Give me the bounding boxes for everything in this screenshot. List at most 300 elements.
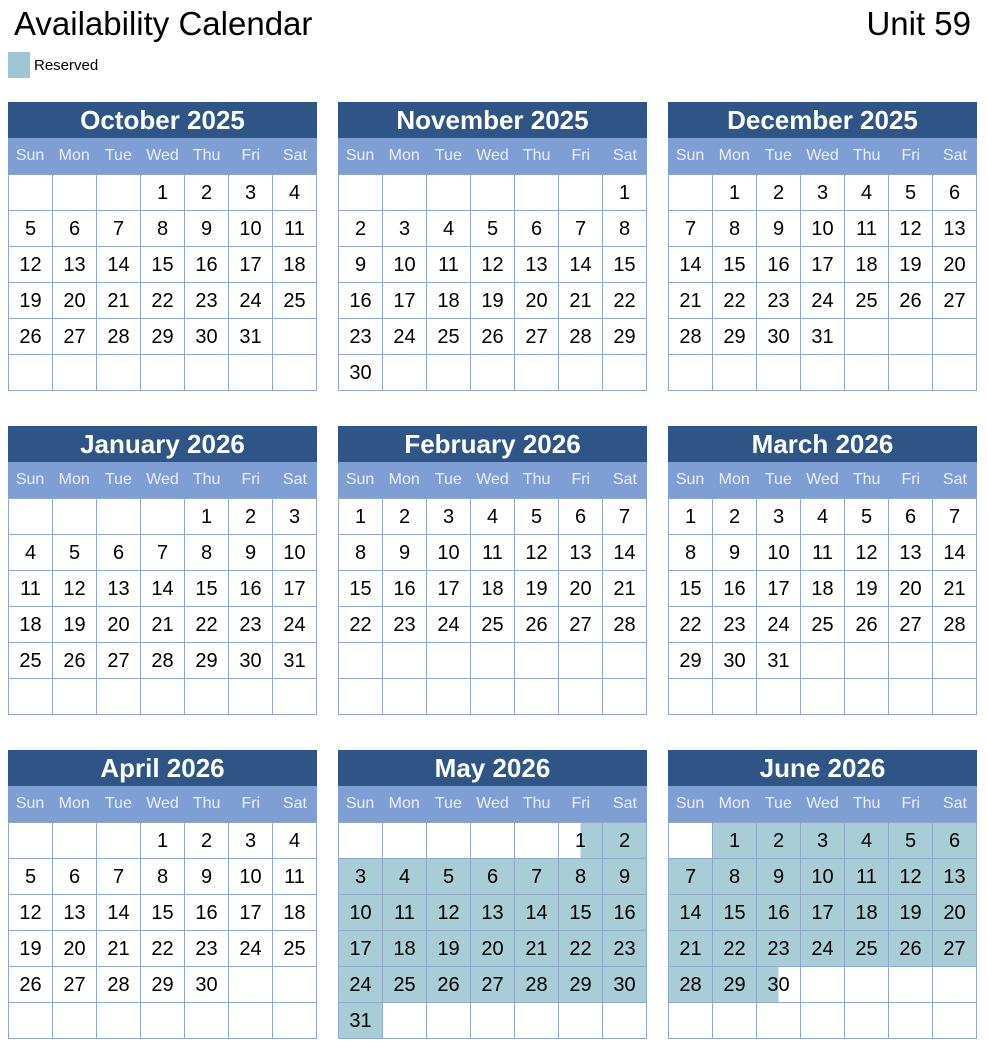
- month-calendar: [338, 750, 647, 1039]
- empty-day-cell: [713, 679, 757, 715]
- day-grid: [8, 822, 317, 1039]
- month-calendar: [668, 426, 977, 715]
- day-cell: 14: [669, 895, 713, 931]
- day-cell: 22: [141, 931, 185, 967]
- day-cell: 15: [141, 247, 185, 283]
- weekday-label: Sun: [345, 471, 375, 488]
- day-cell: 22: [559, 931, 603, 967]
- day-cell: 15: [339, 571, 383, 607]
- day-cell: 7: [603, 499, 647, 535]
- weekday-label: Thu: [192, 147, 221, 164]
- day-cell: 19: [9, 283, 53, 319]
- empty-day-cell: [229, 1003, 273, 1039]
- day-cell: 24: [757, 607, 801, 643]
- day-cell: 16: [383, 571, 427, 607]
- empty-day-cell: [427, 823, 471, 859]
- day-cell: 9: [757, 859, 801, 895]
- weekday-label: Fri: [571, 471, 591, 488]
- day-cell: 29: [559, 967, 603, 1003]
- day-cell: 19: [471, 283, 515, 319]
- day-cell: 21: [141, 607, 185, 643]
- day-cell: 20: [53, 931, 97, 967]
- empty-day-cell: [559, 679, 603, 715]
- empty-day-cell: [383, 355, 427, 391]
- day-cell: 4: [845, 823, 889, 859]
- day-cell: 27: [933, 283, 977, 319]
- weekday-label: Tue: [434, 147, 462, 164]
- day-cell: 4: [273, 823, 317, 859]
- day-cell: 3: [427, 499, 471, 535]
- day-cell: 10: [427, 535, 471, 571]
- day-cell: 18: [845, 895, 889, 931]
- day-cell: 12: [515, 535, 559, 571]
- day-cell: 15: [185, 571, 229, 607]
- empty-day-cell: [933, 1003, 977, 1039]
- day-grid: [8, 174, 317, 391]
- day-cell: 16: [757, 247, 801, 283]
- day-cell: 7: [97, 211, 141, 247]
- empty-day-cell: [603, 1003, 647, 1039]
- day-cell: 20: [515, 283, 559, 319]
- day-cell: 17: [801, 247, 845, 283]
- day-cell: 2: [229, 499, 273, 535]
- empty-day-cell: [845, 643, 889, 679]
- day-cell: 13: [471, 895, 515, 931]
- day-cell: 27: [53, 319, 97, 355]
- month-calendar: [338, 102, 647, 391]
- day-cell: 10: [273, 535, 317, 571]
- day-cell: 6: [889, 499, 933, 535]
- day-cell: 14: [603, 535, 647, 571]
- weekday-header-row: [8, 138, 317, 174]
- weekday-label: Wed: [806, 147, 839, 164]
- empty-day-cell: [383, 643, 427, 679]
- day-cell: 10: [339, 895, 383, 931]
- day-cell: 25: [427, 319, 471, 355]
- day-cell: 16: [603, 895, 647, 931]
- empty-day-cell: [757, 355, 801, 391]
- day-cell: 19: [427, 931, 471, 967]
- day-cell: 14: [97, 247, 141, 283]
- empty-day-cell: [845, 355, 889, 391]
- empty-day-cell: [603, 643, 647, 679]
- weekday-label: Fri: [571, 147, 591, 164]
- empty-day-cell: [53, 823, 97, 859]
- empty-day-cell: [515, 679, 559, 715]
- day-cell: 26: [845, 607, 889, 643]
- reserved-swatch: [8, 52, 30, 78]
- day-cell: 28: [669, 319, 713, 355]
- day-cell: 15: [603, 247, 647, 283]
- empty-day-cell: [97, 679, 141, 715]
- day-cell: 7: [933, 499, 977, 535]
- day-cell: 31: [229, 319, 273, 355]
- day-cell: 12: [9, 895, 53, 931]
- day-cell: 28: [603, 607, 647, 643]
- day-grid: [338, 822, 647, 1039]
- day-cell: 3: [229, 175, 273, 211]
- day-cell: 25: [273, 283, 317, 319]
- day-cell: 9: [185, 211, 229, 247]
- day-cell: 11: [383, 895, 427, 931]
- day-cell: 17: [801, 895, 845, 931]
- day-cell: 6: [471, 859, 515, 895]
- weekday-label: Fri: [241, 471, 261, 488]
- day-cell: 8: [603, 211, 647, 247]
- empty-day-cell: [427, 355, 471, 391]
- empty-day-cell: [9, 175, 53, 211]
- day-cell: 21: [933, 571, 977, 607]
- day-cell: 6: [559, 499, 603, 535]
- day-cell: 31: [757, 643, 801, 679]
- day-cell: 31: [339, 1003, 383, 1039]
- day-cell: 13: [889, 535, 933, 571]
- day-cell: 18: [273, 247, 317, 283]
- empty-day-cell: [845, 1003, 889, 1039]
- empty-day-cell: [603, 679, 647, 715]
- empty-day-cell: [339, 643, 383, 679]
- day-cell: 21: [559, 283, 603, 319]
- day-cell: 2: [757, 823, 801, 859]
- day-cell: 25: [383, 967, 427, 1003]
- day-cell: 11: [845, 211, 889, 247]
- day-cell: 5: [889, 823, 933, 859]
- day-grid: [338, 498, 647, 715]
- empty-day-cell: [53, 1003, 97, 1039]
- day-cell: 26: [9, 319, 53, 355]
- empty-day-cell: [229, 355, 273, 391]
- day-cell: 30: [757, 319, 801, 355]
- day-cell: 3: [801, 175, 845, 211]
- day-cell: 19: [53, 607, 97, 643]
- day-cell: 8: [185, 535, 229, 571]
- empty-day-cell: [427, 175, 471, 211]
- empty-day-cell: [471, 175, 515, 211]
- empty-day-cell: [845, 319, 889, 355]
- day-cell: 28: [933, 607, 977, 643]
- weekday-label: Thu: [852, 795, 881, 812]
- legend-label: Reserved: [34, 56, 99, 74]
- day-cell: 26: [53, 643, 97, 679]
- weekday-header-row: [668, 786, 977, 822]
- empty-day-cell: [889, 643, 933, 679]
- day-cell: 23: [339, 319, 383, 355]
- day-cell: 7: [669, 211, 713, 247]
- day-cell: 18: [273, 895, 317, 931]
- weekday-label: Thu: [522, 471, 551, 488]
- day-cell: 19: [515, 571, 559, 607]
- day-cell: 27: [933, 931, 977, 967]
- empty-day-cell: [845, 967, 889, 1003]
- empty-day-cell: [383, 1003, 427, 1039]
- empty-day-cell: [229, 967, 273, 1003]
- day-cell: 6: [53, 859, 97, 895]
- day-cell: 3: [273, 499, 317, 535]
- day-cell: 9: [339, 247, 383, 283]
- day-cell: 13: [53, 895, 97, 931]
- day-cell: 6: [97, 535, 141, 571]
- empty-day-cell: [889, 1003, 933, 1039]
- empty-day-cell: [933, 355, 977, 391]
- day-cell: 12: [9, 247, 53, 283]
- weekday-header-row: [668, 138, 977, 174]
- day-cell: 2: [383, 499, 427, 535]
- day-cell: 22: [339, 607, 383, 643]
- weekday-label: Mon: [388, 795, 420, 812]
- weekday-label: Tue: [104, 147, 132, 164]
- empty-day-cell: [559, 1003, 603, 1039]
- day-cell: 27: [53, 967, 97, 1003]
- weekday-label: Sun: [675, 795, 705, 812]
- empty-day-cell: [559, 175, 603, 211]
- day-cell: 1: [185, 499, 229, 535]
- weekday-label: Wed: [476, 471, 509, 488]
- day-cell: 16: [339, 283, 383, 319]
- empty-day-cell: [889, 319, 933, 355]
- day-cell: 21: [669, 283, 713, 319]
- empty-day-cell: [801, 679, 845, 715]
- day-cell: 29: [603, 319, 647, 355]
- day-cell: 1: [669, 499, 713, 535]
- day-cell: 11: [845, 859, 889, 895]
- weekday-label: Fri: [241, 147, 261, 164]
- empty-day-cell: [53, 679, 97, 715]
- day-cell: 29: [713, 967, 757, 1003]
- day-cell: 24: [339, 967, 383, 1003]
- weekday-label: Thu: [522, 147, 551, 164]
- weekday-label: Wed: [806, 471, 839, 488]
- day-cell: 22: [669, 607, 713, 643]
- weekday-label: Mon: [58, 147, 90, 164]
- day-cell: 11: [801, 535, 845, 571]
- day-cell: 23: [713, 607, 757, 643]
- day-cell: 1: [713, 175, 757, 211]
- unit-label: Unit 59: [866, 5, 971, 42]
- weekday-label: Wed: [806, 795, 839, 812]
- weekday-label: Wed: [146, 795, 179, 812]
- day-cell: 26: [889, 931, 933, 967]
- weekday-label: Wed: [146, 147, 179, 164]
- empty-day-cell: [515, 643, 559, 679]
- day-cell: 2: [713, 499, 757, 535]
- empty-day-cell: [97, 499, 141, 535]
- month-title: March 2026: [668, 426, 977, 462]
- day-cell: 27: [889, 607, 933, 643]
- empty-day-cell: [889, 679, 933, 715]
- day-cell: 8: [713, 859, 757, 895]
- day-cell: 13: [53, 247, 97, 283]
- day-cell: 10: [757, 535, 801, 571]
- day-cell: 15: [559, 895, 603, 931]
- day-grid: [338, 174, 647, 391]
- day-cell: 20: [933, 247, 977, 283]
- weekday-header-row: [8, 462, 317, 498]
- day-cell: 16: [185, 895, 229, 931]
- day-cell: 25: [9, 643, 53, 679]
- page-title: Availability Calendar: [14, 5, 313, 42]
- month-title: April 2026: [8, 750, 317, 786]
- empty-day-cell: [185, 679, 229, 715]
- weekday-label: Tue: [764, 147, 792, 164]
- day-cell: 1: [141, 175, 185, 211]
- day-cell: 8: [559, 859, 603, 895]
- day-cell: 5: [427, 859, 471, 895]
- day-cell: 8: [141, 211, 185, 247]
- day-cell: 7: [141, 535, 185, 571]
- weekday-label: Thu: [522, 795, 551, 812]
- day-cell: 4: [383, 859, 427, 895]
- day-cell: 18: [471, 571, 515, 607]
- day-cell: 18: [427, 283, 471, 319]
- weekday-label: Sat: [942, 795, 967, 812]
- weekday-label: Sun: [345, 147, 375, 164]
- day-cell: 20: [933, 895, 977, 931]
- day-cell: 19: [889, 247, 933, 283]
- day-cell: 15: [713, 247, 757, 283]
- empty-day-cell: [713, 1003, 757, 1039]
- weekday-label: Wed: [476, 147, 509, 164]
- day-cell: 14: [97, 895, 141, 931]
- day-cell: 30: [603, 967, 647, 1003]
- day-cell: 24: [383, 319, 427, 355]
- day-cell: 7: [515, 859, 559, 895]
- empty-day-cell: [713, 355, 757, 391]
- day-cell: 5: [9, 211, 53, 247]
- weekday-label: Thu: [852, 147, 881, 164]
- empty-day-cell: [669, 355, 713, 391]
- day-cell: 25: [801, 607, 845, 643]
- day-cell: 3: [229, 823, 273, 859]
- day-cell: 14: [141, 571, 185, 607]
- day-cell: 26: [471, 319, 515, 355]
- weekday-label: Tue: [434, 471, 462, 488]
- empty-day-cell: [141, 1003, 185, 1039]
- day-cell: 23: [383, 607, 427, 643]
- weekday-label: Mon: [58, 795, 90, 812]
- day-cell: 6: [515, 211, 559, 247]
- day-cell: 5: [845, 499, 889, 535]
- day-cell: 22: [713, 931, 757, 967]
- day-grid: [668, 822, 977, 1039]
- day-cell: 17: [229, 247, 273, 283]
- day-cell: 4: [471, 499, 515, 535]
- day-cell: 2: [185, 823, 229, 859]
- day-cell: 26: [515, 607, 559, 643]
- day-cell: 24: [801, 931, 845, 967]
- empty-day-cell: [471, 355, 515, 391]
- empty-day-cell: [471, 679, 515, 715]
- weekday-label: Sat: [282, 795, 307, 812]
- day-grid: [668, 174, 977, 391]
- day-cell: 17: [383, 283, 427, 319]
- empty-day-cell: [273, 967, 317, 1003]
- month-calendar: [668, 750, 977, 1039]
- month-title: February 2026: [338, 426, 647, 462]
- day-cell: 15: [669, 571, 713, 607]
- day-cell: 29: [141, 319, 185, 355]
- empty-day-cell: [427, 1003, 471, 1039]
- day-cell: 28: [669, 967, 713, 1003]
- weekday-label: Sat: [282, 147, 307, 164]
- day-cell: 27: [471, 967, 515, 1003]
- empty-day-cell: [427, 679, 471, 715]
- weekday-label: Mon: [718, 471, 750, 488]
- empty-day-cell: [515, 823, 559, 859]
- day-cell: 5: [9, 859, 53, 895]
- day-cell: 15: [141, 895, 185, 931]
- day-cell: 14: [669, 247, 713, 283]
- day-cell: 23: [185, 283, 229, 319]
- weekday-label: Fri: [241, 795, 261, 812]
- empty-day-cell: [559, 355, 603, 391]
- day-cell: 16: [229, 571, 273, 607]
- day-cell: 31: [273, 643, 317, 679]
- day-cell: 15: [713, 895, 757, 931]
- day-cell: 23: [757, 931, 801, 967]
- day-cell: 13: [933, 859, 977, 895]
- day-cell: 12: [889, 859, 933, 895]
- day-cell: 21: [669, 931, 713, 967]
- day-cell: 27: [559, 607, 603, 643]
- day-cell: 14: [933, 535, 977, 571]
- empty-day-cell: [141, 499, 185, 535]
- empty-day-cell: [273, 319, 317, 355]
- weekday-label: Sat: [942, 147, 967, 164]
- empty-day-cell: [515, 175, 559, 211]
- empty-day-cell: [383, 823, 427, 859]
- empty-day-cell: [933, 967, 977, 1003]
- month-calendar: [338, 426, 647, 715]
- day-cell: 4: [801, 499, 845, 535]
- weekday-label: Mon: [58, 471, 90, 488]
- day-cell: 9: [713, 535, 757, 571]
- empty-day-cell: [471, 1003, 515, 1039]
- day-cell: 25: [845, 931, 889, 967]
- month-calendar: [668, 102, 977, 391]
- day-cell: 1: [339, 499, 383, 535]
- month-calendar: [8, 750, 317, 1039]
- weekday-label: Sun: [15, 471, 45, 488]
- weekday-label: Mon: [718, 795, 750, 812]
- weekday-label: Sun: [15, 795, 45, 812]
- month-title: December 2025: [668, 102, 977, 138]
- weekday-label: Thu: [192, 795, 221, 812]
- day-cell: 8: [339, 535, 383, 571]
- empty-day-cell: [339, 175, 383, 211]
- empty-day-cell: [801, 1003, 845, 1039]
- empty-day-cell: [97, 175, 141, 211]
- day-cell: 25: [273, 931, 317, 967]
- empty-day-cell: [889, 355, 933, 391]
- day-cell: 18: [801, 571, 845, 607]
- empty-day-cell: [141, 355, 185, 391]
- day-cell: 9: [229, 535, 273, 571]
- empty-day-cell: [229, 679, 273, 715]
- day-cell: 8: [141, 859, 185, 895]
- day-cell: 28: [97, 967, 141, 1003]
- empty-day-cell: [669, 823, 713, 859]
- empty-day-cell: [669, 175, 713, 211]
- empty-day-cell: [53, 355, 97, 391]
- day-cell: 7: [97, 859, 141, 895]
- weekday-label: Fri: [901, 795, 921, 812]
- day-cell: 13: [559, 535, 603, 571]
- empty-day-cell: [559, 643, 603, 679]
- empty-day-cell: [757, 679, 801, 715]
- day-cell: 12: [471, 247, 515, 283]
- weekday-label: Sun: [675, 147, 705, 164]
- month-calendar: [8, 426, 317, 715]
